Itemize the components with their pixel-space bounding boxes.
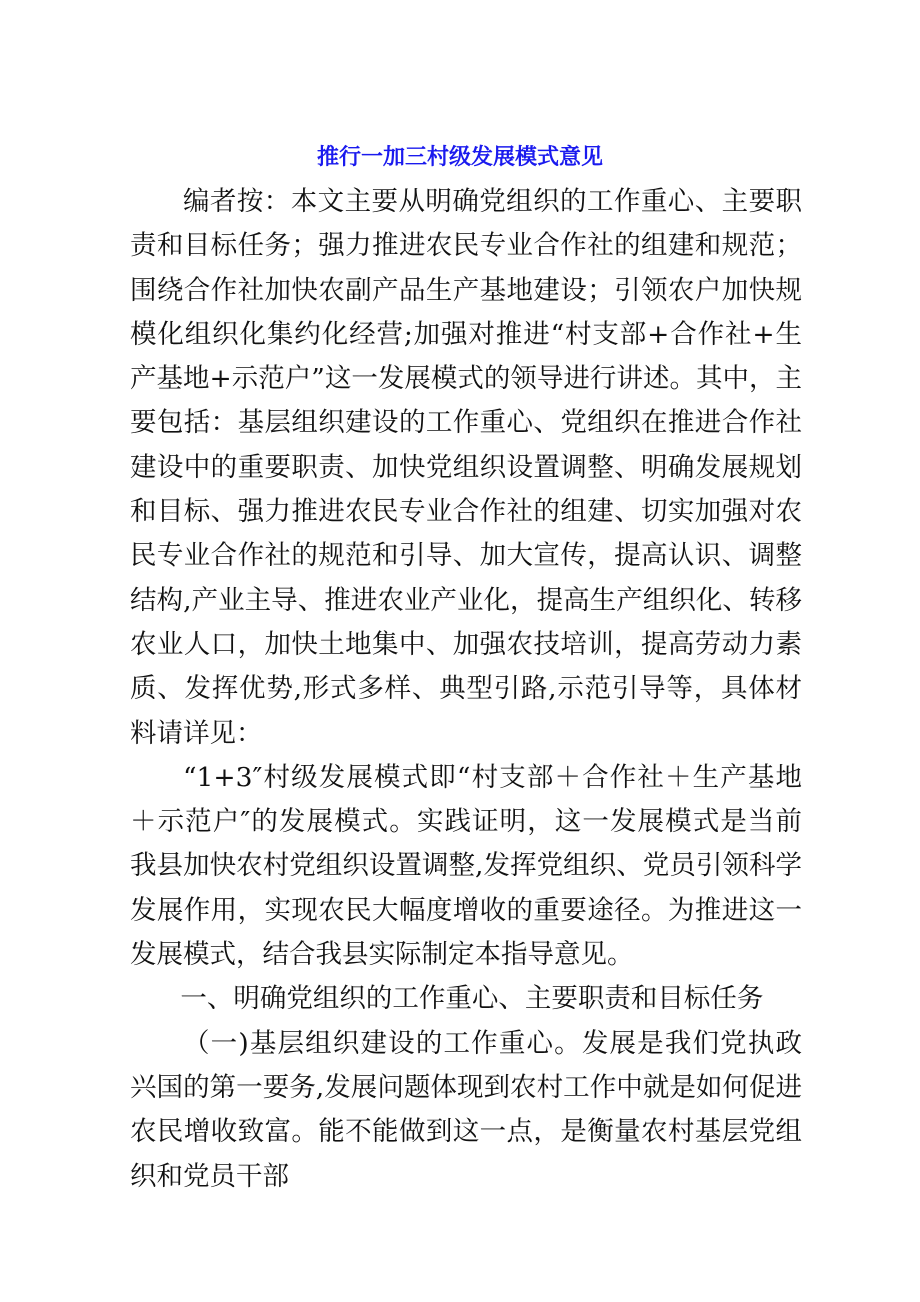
subsection-paragraph: （一)基层组织建设的工作重心。发展是我们党执政兴国的第一要务,发展问题体现到农村工作中就是如何促进农民增收致富。能不能做到这一点，是衡量农村基层党组织和党员干部	[130, 1027, 802, 1192]
editor-note-paragraph: 编者按：本文主要从明确党组织的工作重心、主要职责和目标任务；强力推进农民专业合作社的组建和规范；围绕合作社加快农副产品生产基地建设；引领农户加快规模化组织化集约化经营;加强对推进“村支部+合作社+生产基地+示范户”这一发展模式的领导进行讲述。其中，主要包括：基层组织建设的工作重心、党组织在推进合作社建设中的重要职责、加快党组织设置调整、明确发展规划和目标、强力推进农民专业合作社的组建、切实加强对农民专业合作社的规范和引导、加大宣传，提高认识、调整结构,产业主导、推进农业产业化，提高生产组织化、转移农业人口，加快土地集中、加强农技培训，提高劳动力素质、发挥优势,形式多样、典型引路,示范引导等，具体材料请详见：	[130, 186, 802, 749]
document-body	[130, 180, 802, 1199]
document-title: 推行一加三村级发展模式意见	[316, 145, 603, 170]
section-heading: 一、明确党组织的工作重心、主要职责和目标任务	[180, 983, 764, 1015]
intro-paragraph: “1+3″村级发展模式即“村支部＋合作社＋生产基地＋示范户″的发展模式。实践证明，这一发展模式是当前我县加快农村党组织设置调整,发挥党组织、党员引领科学发展作用，实现农民大幅度增收的重要途径。为推进这一发展模式，结合我县实际制定本指导意见。	[130, 761, 802, 971]
